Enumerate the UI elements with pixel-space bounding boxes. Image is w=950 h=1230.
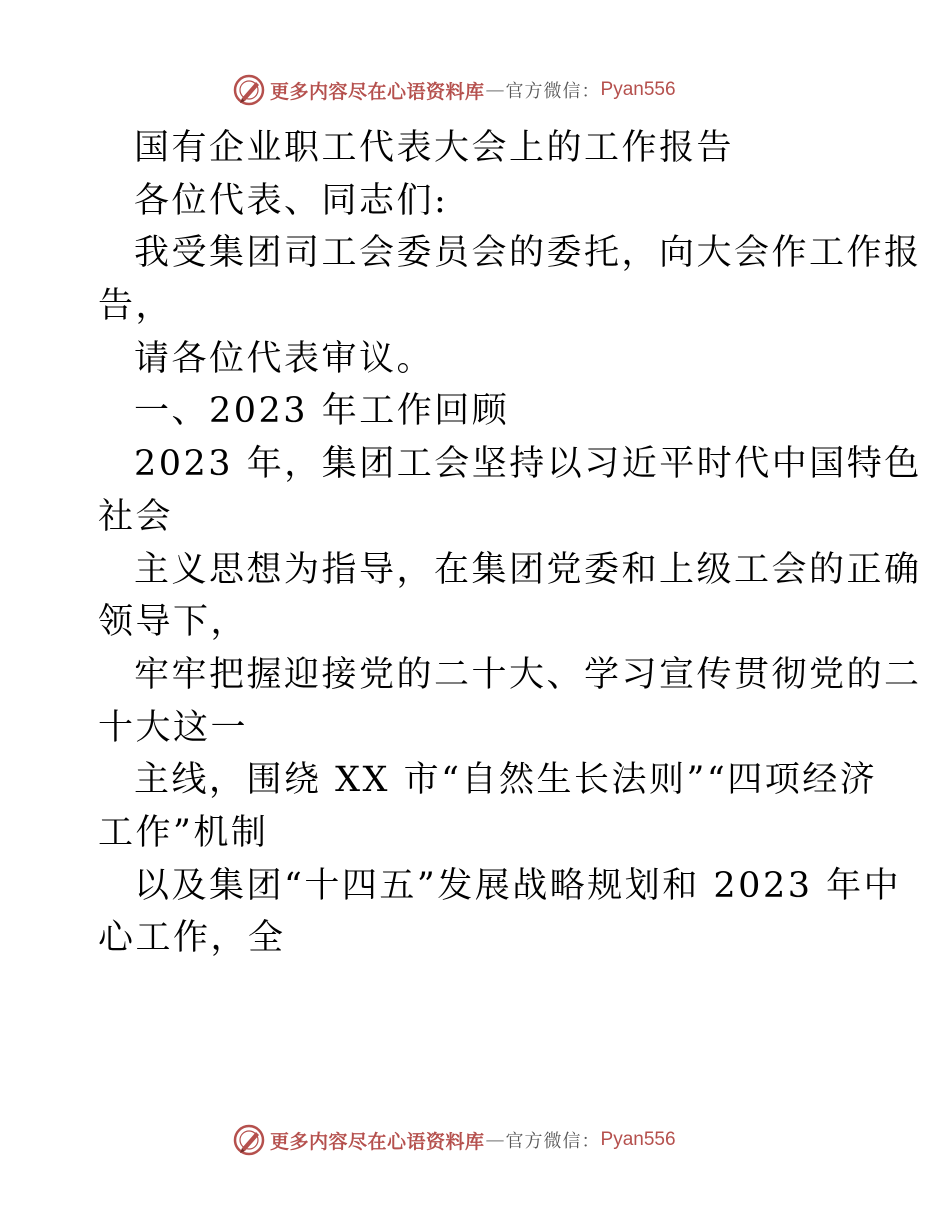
text-line: 社会 <box>98 496 174 537</box>
text-line: 心工作，全 <box>98 918 286 959</box>
header-watermark <box>232 70 676 110</box>
text-line: 国有企业职工代表大会上的工作报告 <box>134 128 735 168</box>
pen-logo-icon <box>232 73 266 107</box>
text-line: 一、2023 年工作回顾 <box>134 391 510 432</box>
watermark-main-text: 更多内容尽在心语资料库 <box>270 1130 485 1153</box>
text-line: 工作”机制 <box>98 812 269 853</box>
document-body <box>98 122 922 965</box>
text-line: 以及集团“十四五”发展战略规划和 2023 年中 <box>134 865 902 906</box>
watermark-official-label: 官方微信： <box>505 81 601 102</box>
text-line: 领导下， <box>98 602 249 643</box>
watermark-dash: — <box>485 79 505 101</box>
text-line: 主义思想为指导，在集团党委和上级工会的正确 <box>134 549 922 590</box>
text-line: 告， <box>98 286 174 327</box>
text-line: 我受集团司工会委员会的委托，向大会作工作报 <box>134 233 922 274</box>
text-line: 十大这一 <box>98 707 249 748</box>
footer-watermark <box>232 1120 676 1160</box>
watermark-official-label: 官方微信： <box>505 1131 601 1152</box>
text-line: 各位代表、同志们: <box>134 180 449 221</box>
text-line: 牢牢把握迎接党的二十大、学习宣传贯彻党的二 <box>134 654 922 695</box>
text-line: 主线，围绕 XX 市“自然生长法则”“四项经济 <box>134 760 878 801</box>
text-line: 2023 年，集团工会坚持以习近平时代中国特色 <box>134 444 922 485</box>
text-line: 请各位代表审议。 <box>134 338 435 379</box>
watermark-wechat-id: Pyan556 <box>600 79 676 100</box>
watermark-dash: — <box>485 1129 505 1151</box>
pen-logo-icon <box>232 1123 266 1157</box>
watermark-wechat-id: Pyan556 <box>600 1129 676 1150</box>
watermark-main-text: 更多内容尽在心语资料库 <box>270 80 485 103</box>
